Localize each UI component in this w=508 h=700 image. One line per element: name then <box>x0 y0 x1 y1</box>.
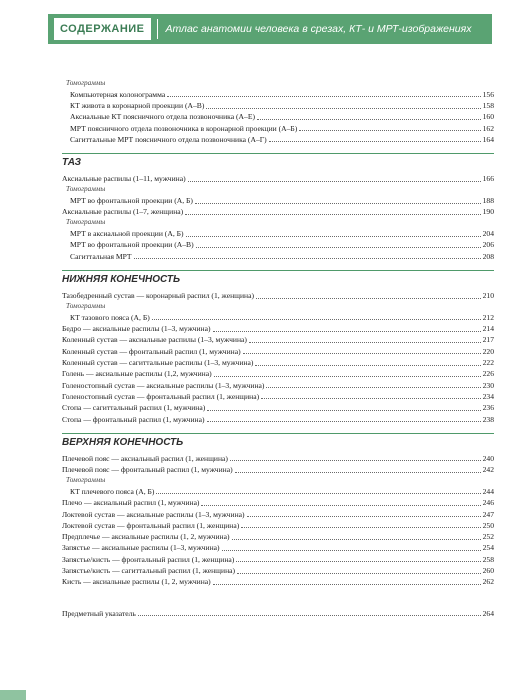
entry-page-number: 234 <box>482 391 494 401</box>
entry-page-number: 242 <box>482 465 494 475</box>
dot-leader <box>232 539 481 540</box>
entry-page-number: 254 <box>482 543 494 553</box>
entry-label: Плечевой пояс — фронтальный распил (1, мужчина) <box>62 465 233 475</box>
entry-label: Запястье/кисть — фронтальный распил (1, женщина) <box>62 554 235 564</box>
toc-section <box>62 153 494 262</box>
toc-entry[interactable] <box>62 334 494 345</box>
entry-page-number: 204 <box>482 229 494 239</box>
toc-entry[interactable] <box>62 379 494 390</box>
header-title: Атлас анатомии человека в срезах, КТ- и МРТ-изображениях <box>165 23 472 35</box>
entry-label: Предметный указатель <box>62 608 136 618</box>
table-of-contents <box>62 78 494 619</box>
toc-entry[interactable] <box>62 89 494 100</box>
dot-leader <box>138 615 481 616</box>
toc-entry[interactable] <box>62 195 494 206</box>
toc-entry[interactable] <box>62 565 494 576</box>
dot-leader <box>186 236 481 237</box>
entry-label: МРТ во фронтальной проекции (А, Б) <box>70 196 193 206</box>
entry-page-number: 252 <box>482 532 494 542</box>
toc-entry[interactable] <box>62 357 494 368</box>
entry-label: МРТ во фронтальной проекции (А–В) <box>70 240 194 250</box>
entry-page-number: 210 <box>482 291 494 301</box>
dot-leader <box>167 96 480 97</box>
entry-label: Аксиальные КТ поясничного отдела позвоночника (А–Е) <box>70 112 255 122</box>
entry-label: Голеностопный сустав — аксиальные распилы (1–3, мужчина) <box>62 380 265 390</box>
dot-leader <box>243 353 481 354</box>
dot-leader <box>134 258 481 259</box>
entry-page-number: 236 <box>482 403 494 413</box>
entry-label: Голень — аксиальные распилы (1,2, мужчина) <box>62 369 212 379</box>
entry-label: Локтевой сустав — фронтальный распил (1, женщина) <box>62 520 240 530</box>
entry-label: Запястье/кисть — сагиттальный распил (1, женщина) <box>62 566 236 575</box>
entry-label: Коленный сустав — аксиальные распилы (1–3, мужчина) <box>62 335 247 345</box>
entry-label: Голеностопный сустав — фронтальный распил (1, женщина) <box>62 391 260 401</box>
toc-entry[interactable] <box>62 542 494 553</box>
entry-page-number: 212 <box>482 312 494 322</box>
dot-leader <box>249 342 481 343</box>
group-title: Томограммы <box>66 302 106 311</box>
group-title: Томограммы <box>66 218 106 227</box>
dot-leader <box>196 247 481 248</box>
entry-label: МРТ поясничного отдела позвоночника в коронарной проекции (А–Б) <box>70 123 298 133</box>
entry-page-number: 262 <box>482 577 494 587</box>
entry-label: Предплечье — аксиальные распилы (1, 2, мужчина) <box>62 532 230 542</box>
entry-page-number: 258 <box>482 554 494 564</box>
dot-leader <box>237 573 481 574</box>
toc-entry[interactable] <box>62 228 494 239</box>
entry-label: Запястье — аксиальные распилы (1–3, мужчина) <box>62 543 220 553</box>
entry-page-number: 247 <box>482 509 494 519</box>
entry-page-number: 162 <box>482 123 494 133</box>
dot-leader <box>247 516 481 517</box>
toc-entry[interactable] <box>62 413 494 424</box>
dot-leader <box>236 561 480 562</box>
entry-page-number: 158 <box>482 101 494 111</box>
dot-leader <box>235 472 481 473</box>
toc-entry[interactable] <box>62 134 494 145</box>
dot-leader <box>207 421 481 422</box>
toc-entry[interactable] <box>62 391 494 402</box>
toc-entry[interactable] <box>62 173 494 184</box>
page-header <box>48 14 492 44</box>
entry-label: Тазобедренный сустав — коронарный распил (1, женщина) <box>62 291 255 301</box>
dot-leader <box>222 550 481 551</box>
entry-label: КТ живота в коронарной проекции (А–В) <box>70 101 205 111</box>
entry-page-number: 264 <box>482 608 494 618</box>
entry-label: Локтевой сустав — аксиальные распилы (1–3, мужчина) <box>62 509 245 519</box>
dot-leader <box>214 376 481 377</box>
entry-label: Коленный сустав — фронтальный распил (1, мужчина) <box>62 346 241 356</box>
entry-label: Компьютерная колонограмма <box>70 89 166 99</box>
dot-leader <box>207 410 480 411</box>
toc-entry[interactable] <box>62 368 494 379</box>
dot-leader <box>255 365 480 366</box>
toc-entry[interactable] <box>62 486 494 497</box>
toc-entry[interactable] <box>62 497 494 508</box>
entry-label: КТ тазового пояса (А, Б) <box>70 312 150 322</box>
toc-entry[interactable] <box>62 520 494 531</box>
toc-entry[interactable] <box>62 250 494 261</box>
toc-entry[interactable] <box>62 206 494 217</box>
entry-label: Коленный сустав — сагиттальные распилы (1–3, мужчина) <box>62 358 254 368</box>
entry-page-number: 156 <box>482 89 494 99</box>
section-heading: ВЕРХНЯЯ КОНЕЧНОСТЬ <box>62 433 494 451</box>
toc-entry[interactable] <box>62 122 494 133</box>
toc-entry[interactable] <box>62 553 494 564</box>
toc-entry[interactable] <box>62 111 494 122</box>
toc-entry-index[interactable] <box>62 607 494 618</box>
entry-page-number: 244 <box>482 486 494 496</box>
toc-entry[interactable] <box>62 290 494 301</box>
dot-leader <box>241 527 480 528</box>
dot-leader <box>257 119 481 120</box>
entry-page-number: 208 <box>482 251 494 261</box>
toc-entry[interactable] <box>62 576 494 587</box>
dot-leader <box>156 493 480 494</box>
dot-leader <box>195 203 481 204</box>
entry-label: Стопа — фронтальный распил (1, мужчина) <box>62 414 205 424</box>
header-badge: СОДЕРЖАНИЕ <box>54 18 151 40</box>
dot-leader <box>152 319 481 320</box>
entry-page-number: 190 <box>482 207 494 217</box>
toc-entry[interactable] <box>62 402 494 413</box>
entry-page-number: 160 <box>482 112 494 122</box>
entry-page-number: 222 <box>482 358 494 368</box>
toc-section <box>62 270 494 425</box>
entry-label: Сагиттальные МРТ поясничного отдела позвоночника (А–Г) <box>70 134 267 144</box>
toc-entry[interactable] <box>62 508 494 519</box>
group-title: Томограммы <box>66 185 106 194</box>
dot-leader <box>269 141 481 142</box>
entry-page-number: 164 <box>482 134 494 144</box>
entry-label: Плечевой пояс — аксиальный распил (1, женщина) <box>62 453 228 463</box>
dot-leader <box>266 387 480 388</box>
entry-label: МРТ в аксиальной проекции (А, Б) <box>70 229 184 239</box>
entry-label: КТ плечевого пояса (А, Б) <box>70 486 155 496</box>
entry-page-number: 230 <box>482 380 494 390</box>
section-heading: НИЖНЯЯ КОНЕЧНОСТЬ <box>62 270 494 288</box>
entry-page-number: 188 <box>482 196 494 206</box>
entry-page-number: 238 <box>482 414 494 424</box>
entry-page-number: 250 <box>482 520 494 530</box>
toc-entry[interactable] <box>62 100 494 111</box>
dot-leader <box>185 214 480 215</box>
toc-entry[interactable] <box>62 464 494 475</box>
toc-section <box>62 78 494 145</box>
entry-page-number: 220 <box>482 346 494 356</box>
entry-label: Сагиттальная МРТ <box>70 251 132 261</box>
entry-label: Плечо — аксиальный распил (1, мужчина) <box>62 498 200 508</box>
toc-section <box>62 433 494 588</box>
header-divider <box>157 19 158 39</box>
dot-leader <box>188 181 481 182</box>
entry-page-number: 206 <box>482 240 494 250</box>
group-title: Томограммы <box>66 79 106 87</box>
entry-page-number: 166 <box>482 174 494 184</box>
dot-leader <box>201 505 480 506</box>
entry-page-number: 260 <box>482 566 494 575</box>
toc-entry[interactable] <box>62 345 494 356</box>
page-corner-decoration <box>0 690 26 700</box>
dot-leader <box>261 398 480 399</box>
entry-label: Кисть — аксиальные распилы (1, 2, мужчина) <box>62 577 211 587</box>
entry-label: Бедро — аксиальные распилы (1–3, мужчина) <box>62 324 211 334</box>
dot-leader <box>213 584 481 585</box>
toc-entry[interactable] <box>62 453 494 464</box>
dot-leader <box>256 298 481 299</box>
entry-page-number: 217 <box>482 335 494 345</box>
dot-leader <box>206 108 480 109</box>
toc-entry[interactable] <box>62 239 494 250</box>
entry-page-number: 246 <box>482 498 494 508</box>
dot-leader <box>230 460 481 461</box>
entry-page-number: 226 <box>482 369 494 379</box>
entry-label: Аксиальные распилы (1–7, женщина) <box>62 207 184 217</box>
toc-entry[interactable] <box>62 323 494 334</box>
entry-page-number: 240 <box>482 453 494 463</box>
group-title: Томограммы <box>66 476 106 485</box>
entry-label: Стопа — сагиттальный распил (1, мужчина) <box>62 403 206 413</box>
toc-entry[interactable] <box>62 531 494 542</box>
toc-entry[interactable] <box>62 312 494 323</box>
dot-leader <box>213 331 481 332</box>
entry-label: Аксиальные распилы (1–11, мужчина) <box>62 174 186 184</box>
dot-leader <box>299 130 480 131</box>
entry-page-number: 214 <box>482 324 494 334</box>
section-heading: ТАЗ <box>62 153 494 171</box>
